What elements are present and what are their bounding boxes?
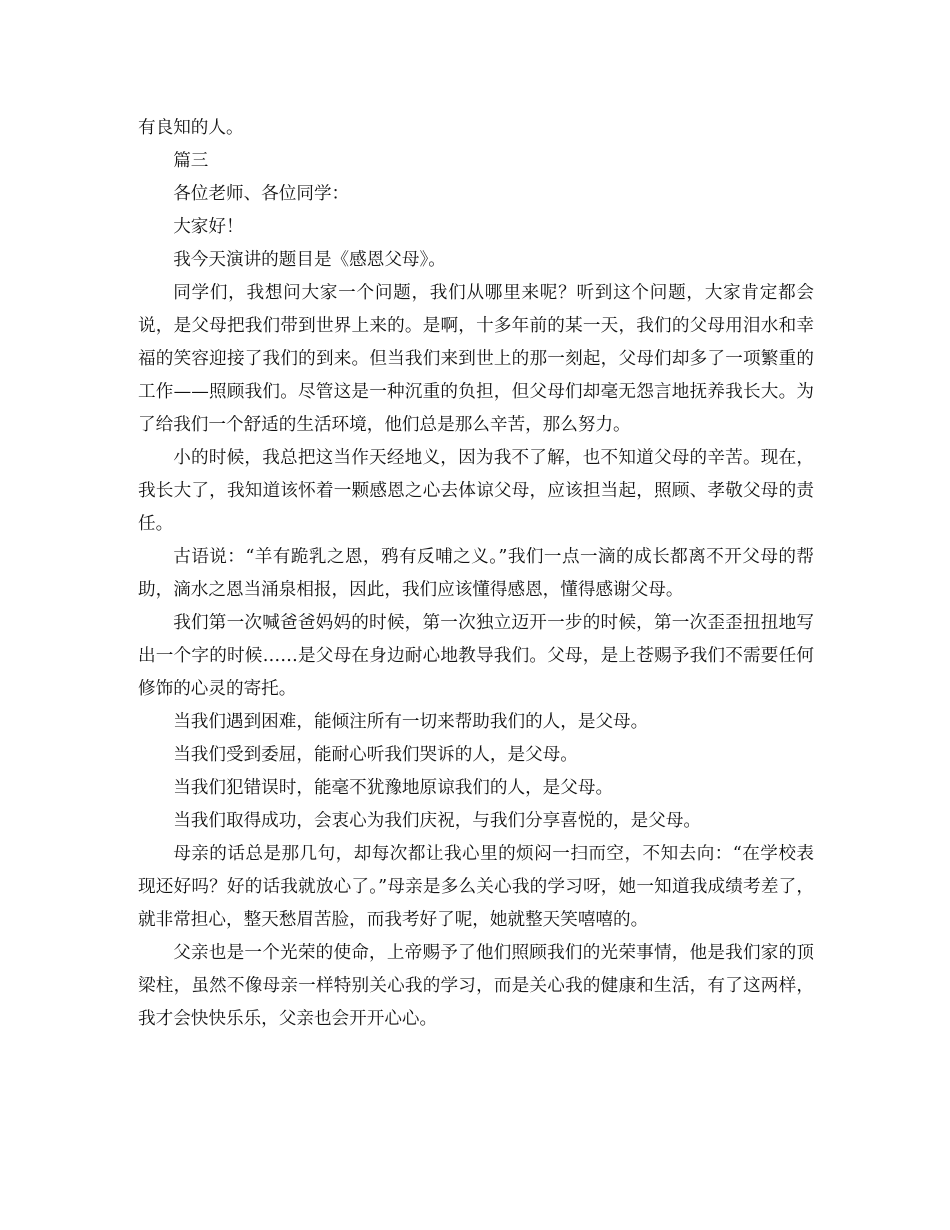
paragraph: 小的时候，我总把这当作天经地义，因为我不了解，也不知道父母的辛苦。现在，我长大了，我知道该怀着一颗感恩之心去体谅父母，应该担当起，照顾、孝敬父母的责任。 [138, 448, 814, 534]
paragraph: 同学们，我想问大家一个问题，我们从哪里来呢？听到这个问题，大家肯定都会说，是父母把我们带到世界上来的。是啊，十多年前的某一天，我们的父母用泪水和幸福的笑容迎接了我们的到来。但当我们来到世上的那一刻起，父母们却多了一项繁重的工作——照顾我们。尽管这是一种沉重的负担，但父母们却毫无怨言地抚养我长大。为了给我们一个舒适的生活环境，他们总是那么辛苦，那么努力。 [138, 283, 814, 435]
paragraph: 当我们受到委屈，能耐心听我们哭诉的人，是父母。 [173, 745, 578, 765]
paragraph: 母亲的话总是那几句，却每次都让我心里的烦闷一扫而空，不知去向：“在学校表现还好吗？好的话我就放心了。”母亲是多么关心我的学习呀，她一知道我成绩考差了，就非常担心，整天愁眉苦脸，而我考好了呢，她就整天笑嘻嘻的。 [138, 844, 814, 930]
paragraph: 当我们遇到困难，能倾注所有一切来帮助我们的人，是父母。 [173, 712, 649, 732]
paragraph: 当我们犯错误时，能毫不犹豫地原谅我们的人，是父母。 [173, 778, 614, 798]
section-heading: 篇三 [173, 151, 209, 171]
salutation: 各位老师、各位同学： [173, 184, 350, 204]
document-body [138, 112, 814, 1036]
paragraph: 古语说：“羊有跪乳之恩，鸦有反哺之义。”我们一点一滴的成长都离不开父母的帮助，滴水之恩当涌泉相报，因此，我们应该懂得感恩，懂得感谢父母。 [138, 547, 814, 600]
paragraph: 父亲也是一个光荣的使命，上帝赐予了他们照顾我们的光荣事情，他是我们家的顶梁柱，虽然不像母亲一样特别关心我的学习，而是关心我的健康和生活，有了这两样，我才会快快乐乐，父亲也会开开心心。 [138, 943, 814, 1029]
paragraph: 当我们取得成功，会衷心为我们庆祝，与我们分享喜悦的，是父母。 [173, 811, 702, 831]
paragraph: 我们第一次喊爸爸妈妈的时候，第一次独立迈开一步的时候，第一次歪歪扭扭地写出一个字的时候……是父母在身边耐心地教导我们。父母，是上苍赐予我们不需要任何修饰的心灵的寄托。 [138, 613, 814, 699]
greeting: 大家好！ [173, 217, 244, 237]
speech-title-line: 我今天演讲的题目是《感恩父母》。 [173, 250, 446, 270]
paragraph-continuation: 有良知的人。 [138, 118, 244, 138]
